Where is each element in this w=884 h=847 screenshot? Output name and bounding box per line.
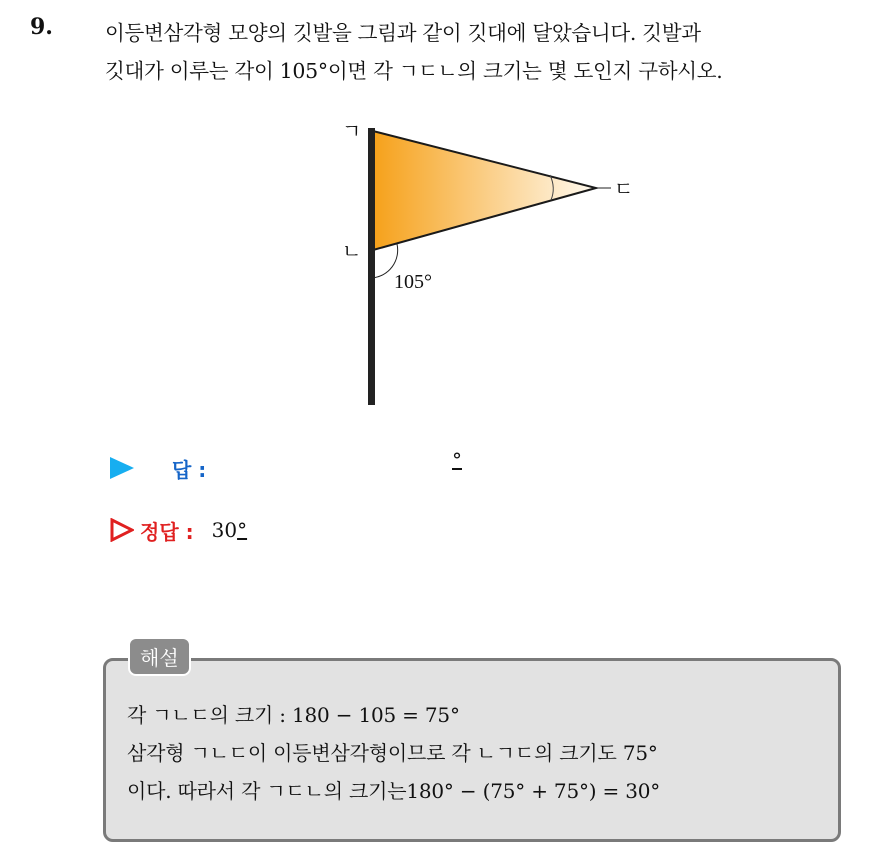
flag-figure	[330, 118, 640, 413]
flag-triangle	[373, 131, 596, 250]
outline-triangle-icon	[110, 518, 134, 542]
question-text	[105, 14, 875, 90]
flag-pole	[368, 128, 375, 405]
question-line: 이등변삼각형 모양의 깃발을 그림과 같이 깃대에 달았습니다. 깃발과	[105, 21, 701, 45]
answer-marker-icon	[110, 457, 134, 479]
vertex-label-giyeok: ㄱ	[342, 119, 362, 143]
answer-unit: °	[452, 448, 462, 472]
correct-answer-value	[212, 518, 247, 542]
question-number: 9.	[30, 14, 53, 40]
explanation-line: 삼각형 ㄱㄴㄷ이 이등변삼각형이므로 각 ㄴㄱㄷ의 크기도 75°	[127, 741, 658, 765]
correct-answer-number: 30	[211, 518, 238, 542]
correct-answer-unit: °	[237, 518, 248, 542]
correct-answer-label: 정답 :	[140, 519, 194, 544]
angle-label: 105°	[394, 271, 432, 293]
answer-label: 답 :	[172, 457, 207, 482]
explanation-line: 각 ㄱㄴㄷ의 크기 : 180 − 105 = 75°	[127, 703, 460, 727]
correct-answer-row	[110, 512, 247, 548]
vertex-label-nieun: ㄴ	[342, 239, 362, 263]
answer-row	[110, 450, 206, 486]
explanation-text	[127, 696, 660, 810]
question-line: 깃대가 이루는 각이 105°이면 각 ㄱㄷㄴ의 크기는 몇 도인지 구하시오.	[105, 59, 723, 83]
vertex-label-digeut: ㄷ	[614, 177, 634, 201]
explanation-line: 이다. 따라서 각 ㄱㄷㄴ의 크기는180° − (75° + 75°) = 30°	[127, 779, 661, 803]
explanation-tab: 해설	[128, 637, 191, 676]
